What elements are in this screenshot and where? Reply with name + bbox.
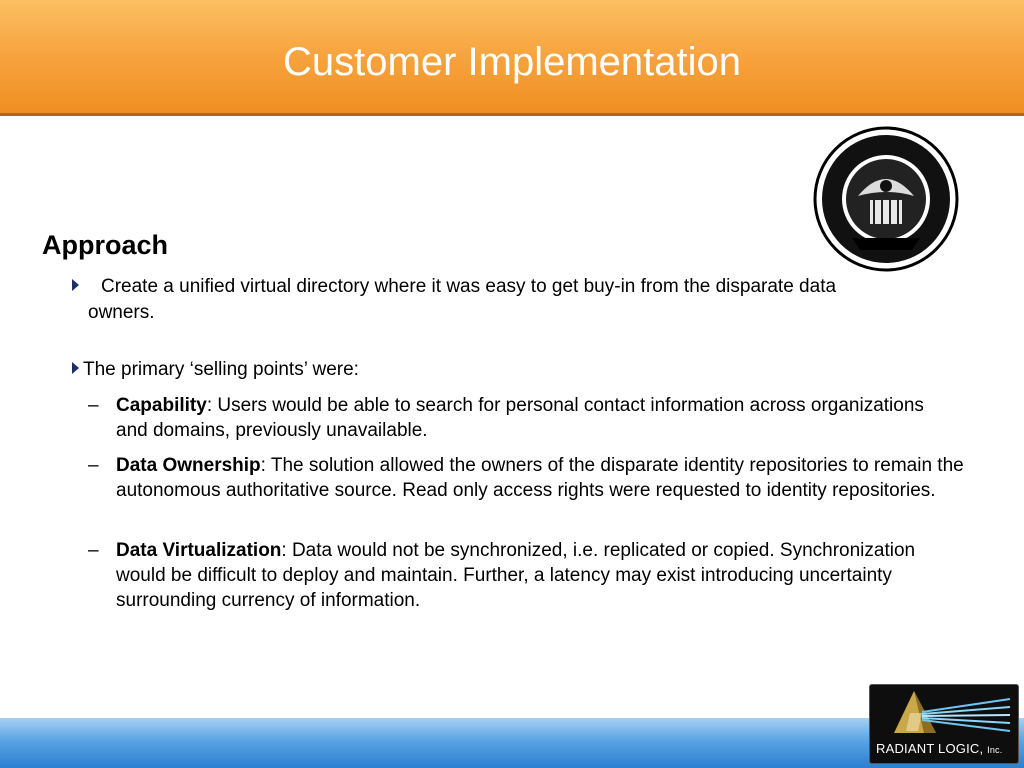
description: : Users would be able to search for personal contact information across organizations and domains, previously unavailable. [116,395,924,441]
sub-bullet-data-ownership [88,453,988,503]
term: Capability [116,395,207,416]
bullet-text-continued: owners. [88,302,155,323]
bullet-arrow-icon [72,279,79,291]
bullet-item [72,357,359,383]
description: : Data would not be synchronized, i.e. replicated or copied. Synchronization would be difficult to deploy and maintain. Further, a latency may exist introducing uncertainty surrounding currency of information. [116,540,916,611]
title-bar [0,0,1024,116]
term: Data Ownership [116,455,261,476]
bullet-arrow-icon [72,362,79,374]
agency-seal-icon [812,126,960,272]
radiant-logic-logo [869,684,1019,764]
logo-name: RADIANT LOGIC, [876,741,984,756]
dash-icon: – [88,540,99,561]
dash-icon: – [88,395,99,416]
section-heading: Approach [42,230,169,260]
logo-wordmark [876,741,1002,756]
description: : The solution allowed the owners of the disparate identity repositories to remain the autonomous authoritative source. Read only access rights were requested to identity repositories. [116,455,964,501]
bullet-item [72,274,992,326]
logo-suffix: Inc. [987,745,1003,755]
bullet-text: The primary ‘selling points’ were: [83,359,359,380]
slide-title: Customer Implementation [283,40,741,84]
dash-icon: – [88,455,99,476]
sub-bullet-capability [88,393,958,443]
bullet-text: Create a unified virtual directory where it was easy to get buy-in from the disparate data [101,276,837,297]
sub-bullet-data-virtualization [88,538,948,613]
term: Data Virtualization [116,540,282,561]
radiant-logic-pyramid-icon [870,685,1018,741]
